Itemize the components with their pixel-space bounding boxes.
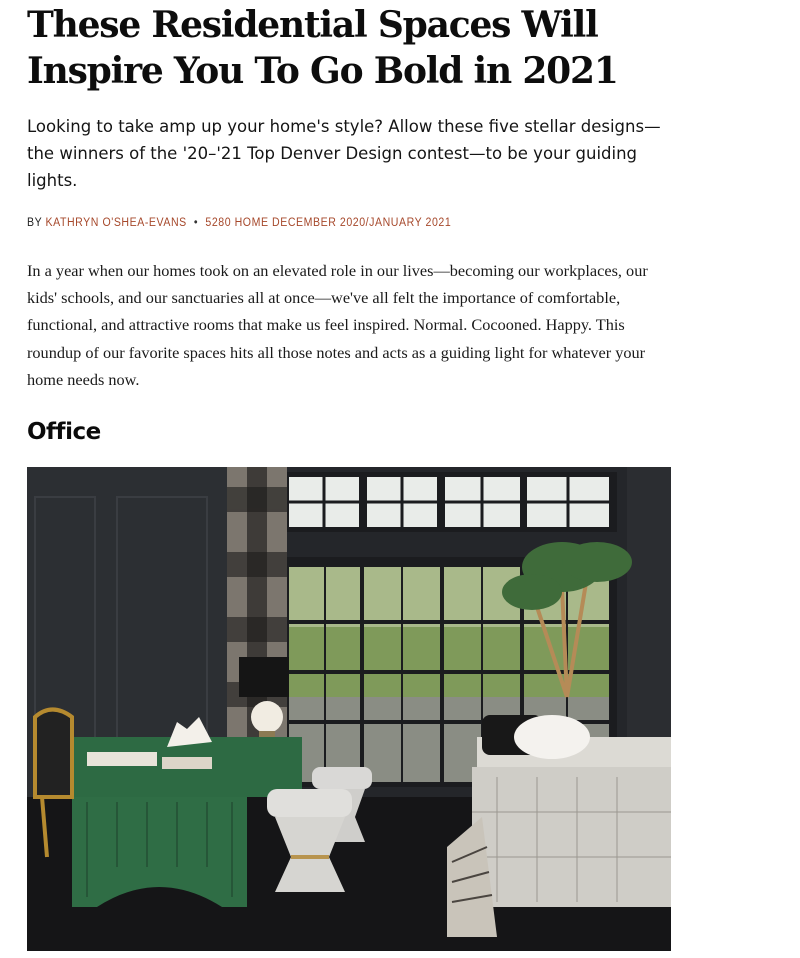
section-heading-office: Office bbox=[27, 419, 101, 445]
article-body-paragraph: In a year when our homes took on an elevated role in our lives—becoming our workplaces, our kids' schools, and our sanctuaries all at once—we've all felt the importance of comfortable, functional, and attractive rooms that make us feel inspired. Normal. Cocooned. Happy. This roundup of our favorite spaces hits all those notes and acts as a guiding light for whatever your home needs now. bbox=[27, 261, 648, 389]
article-headline: These Residential Spaces Will Inspire You To Go Bold in 2021 bbox=[27, 4, 618, 92]
author-link[interactable]: KATHRYN O'SHEA-EVANS bbox=[45, 217, 187, 229]
office-interior-photo bbox=[27, 467, 671, 951]
article-dek: Looking to take amp up your home's style? Allow these five stellar designs—the winners of the '20–'21 Top Denver Design contest—to be your guiding lights. bbox=[27, 117, 661, 190]
issue-link[interactable]: 5280 HOME DECEMBER 2020/JANUARY 2021 bbox=[205, 217, 452, 229]
byline-separator: • bbox=[193, 217, 199, 229]
byline bbox=[27, 217, 451, 229]
byline-prefix: BY bbox=[27, 217, 43, 229]
